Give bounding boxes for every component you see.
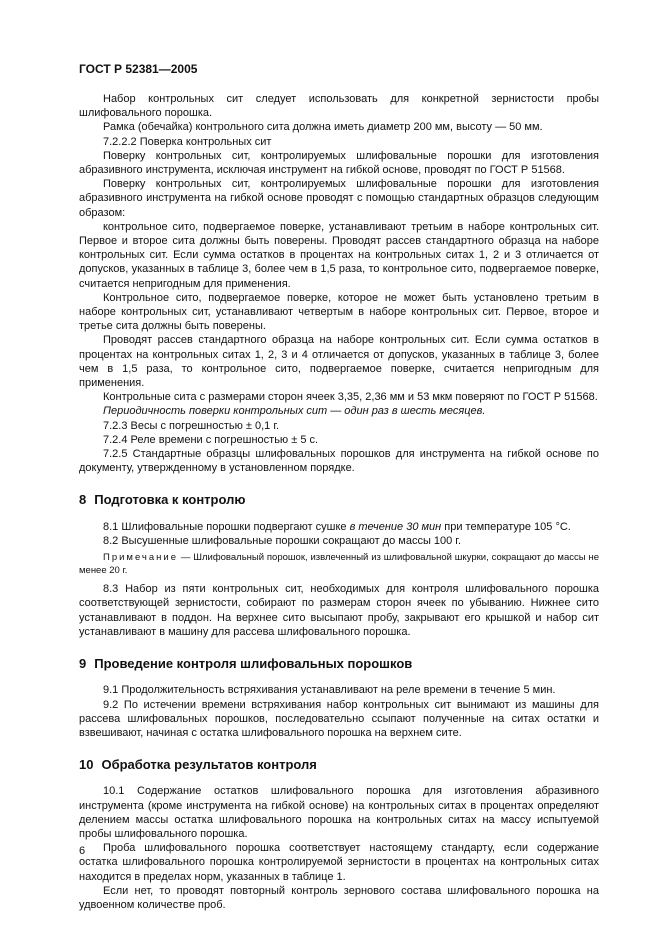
paragraph: Проводят рассев стандартного образца на наборе контрольных сит. Если сумма остатков в процентах на контрольных ситах 1, 2, 3 и 4 отличается от допусков, указанных в таблице 3, более чем в 1,5 раза, то контрольное сито, подвергаемое поверке, считается непригодным для применения. [79,334,599,390]
paragraph: 7.2.4 Реле времени с погрешностью ± 5 с. [103,433,319,446]
section-number: 10 [79,757,94,773]
section-heading [79,758,599,772]
note [79,552,599,577]
paragraph: 7.2.3 Весы с погрешностью ± 0,1 г. [103,419,280,432]
paragraph [79,520,599,534]
section-number: 8 [79,492,87,508]
section-heading [79,657,599,671]
page-number: 6 [79,845,86,857]
paragraph: 9.2 По истечении времени встряхивания набор контрольных сит вынимают из машины для рассева шлифовальных порошков, последовательно ссыпают полученные на ситах остатки и взвешивают, начиная с остатка шлифовального порошка на верхнем сите. [79,698,599,739]
text-run-italic: в течение 30 мин [349,520,442,533]
section-title: Обработка результатов контроля [101,757,317,773]
paragraph: Контрольное сито, подвергаемое поверке, которое не может быть установлено третьим в наборе контрольных сит, устанавливают четвертым в наборе контрольных сит. Первое, второе и третье сита должны быть поверены. [79,291,599,333]
section-title: Подготовка к контролю [94,492,246,508]
paragraph: 8.2 Высушенные шлифовальные порошки сокращают до массы 100 г. [103,534,462,547]
note-label: Примечание [103,552,178,564]
paragraph: 7.2.5 Стандартные образцы шлифовальных порошков для инструмента на гибкой основе по документу, утвержденному в установленном порядке. [79,448,599,475]
paragraph-italic: Периодичность поверки контрольных сит — один раз в шесть месяцев. [103,405,486,418]
note-text: — Шлифовальный порошок, извлеченный из шлифовальной шкурки, сокращают до массы не менее 20 г. [79,552,599,576]
paragraph: 9.1 Продолжительность встряхивания устанавливают на реле времени в течение 5 мин. [103,684,556,697]
text-run: при температуре 105 °С. [441,520,571,533]
paragraph: Поверку контрольных сит, контролируемых шлифовальные порошки для изготовления абразивного инструмента на гибкой основе проводят с помощью стандартных образцов следующим образом: [79,178,599,219]
section-heading [79,493,599,507]
document-header: ГОСТ Р 52381—2005 [79,62,198,76]
paragraph: Набор контрольных сит следует использовать для конкретной зернистости пробы шлифовального порошка. [79,93,599,120]
paragraph: Проба шлифовального порошка соответствует настоящему стандарту, если содержание остатка шлифовального порошка контролируемой зернистости в процентах на контрольных ситах находится в пределах норм, указанных в таблице 1. [79,842,599,883]
document-body [79,92,599,912]
paragraph: Контрольные сита с размерами сторон ячеек 3,35, 2,36 мм и 53 мкм поверяют по ГОСТ Р 51568. [103,391,598,404]
clause-heading: 7.2.2.2 Поверка контрольных сит [103,135,272,148]
paragraph: 10.1 Содержание остатков шлифовального порошка для изготовления абразивного инструмента (кроме инструмента на гибкой основе) на контрольных ситах в процентах определяют делением массы остатка шлифовального порошка на контрольных ситах на массу испытуемой пробы шлифовального порошка. [79,785,599,840]
paragraph: Поверку контрольных сит, контролируемых шлифовальные порошки для изготовления абразивного инструмента, исключая инструмент на гибкой основе, проводят по ГОСТ Р 51568. [79,149,599,177]
text-run: 8.1 Шлифовальные порошки подвергают сушке [103,520,350,533]
paragraph: контрольное сито, подвергаемое поверке, устанавливают третьим в наборе контрольных сит. Первое и второе сита должны быть поверены. Проводят рассев стандартного образца на наборе контрольных сит. Если сумма остатков в процентах на контрольных ситах 1, 2 и 3 отличается от допусков, указанных в таблице 3, более чем в 1,5 раза, то контрольное сито, подвергаемое поверке, считается непригодным для применения. [79,220,599,290]
paragraph: 8.3 Набор из пяти контрольных сит, необходимых для контроля шлифовального порошка соответствующей зернистости, собирают по размерам сторон ячеек по убыванию. Нижнее сито устанавливают в поддон. На верхнее сито высыпают пробу, закрывают его крышкой и набор сит устанавливают в машину для рассева шлифовального порошка. [79,583,599,638]
section-number: 9 [79,656,87,672]
paragraph: Если нет, то проводят повторный контроль зернового состава шлифовального порошка на удвоенном количестве проб. [79,884,599,911]
section-title: Проведение контроля шлифовальных порошков [94,656,413,672]
paragraph: Рамка (обечайка) контрольного сита должна иметь диаметр 200 мм, высоту — 50 мм. [103,121,543,134]
